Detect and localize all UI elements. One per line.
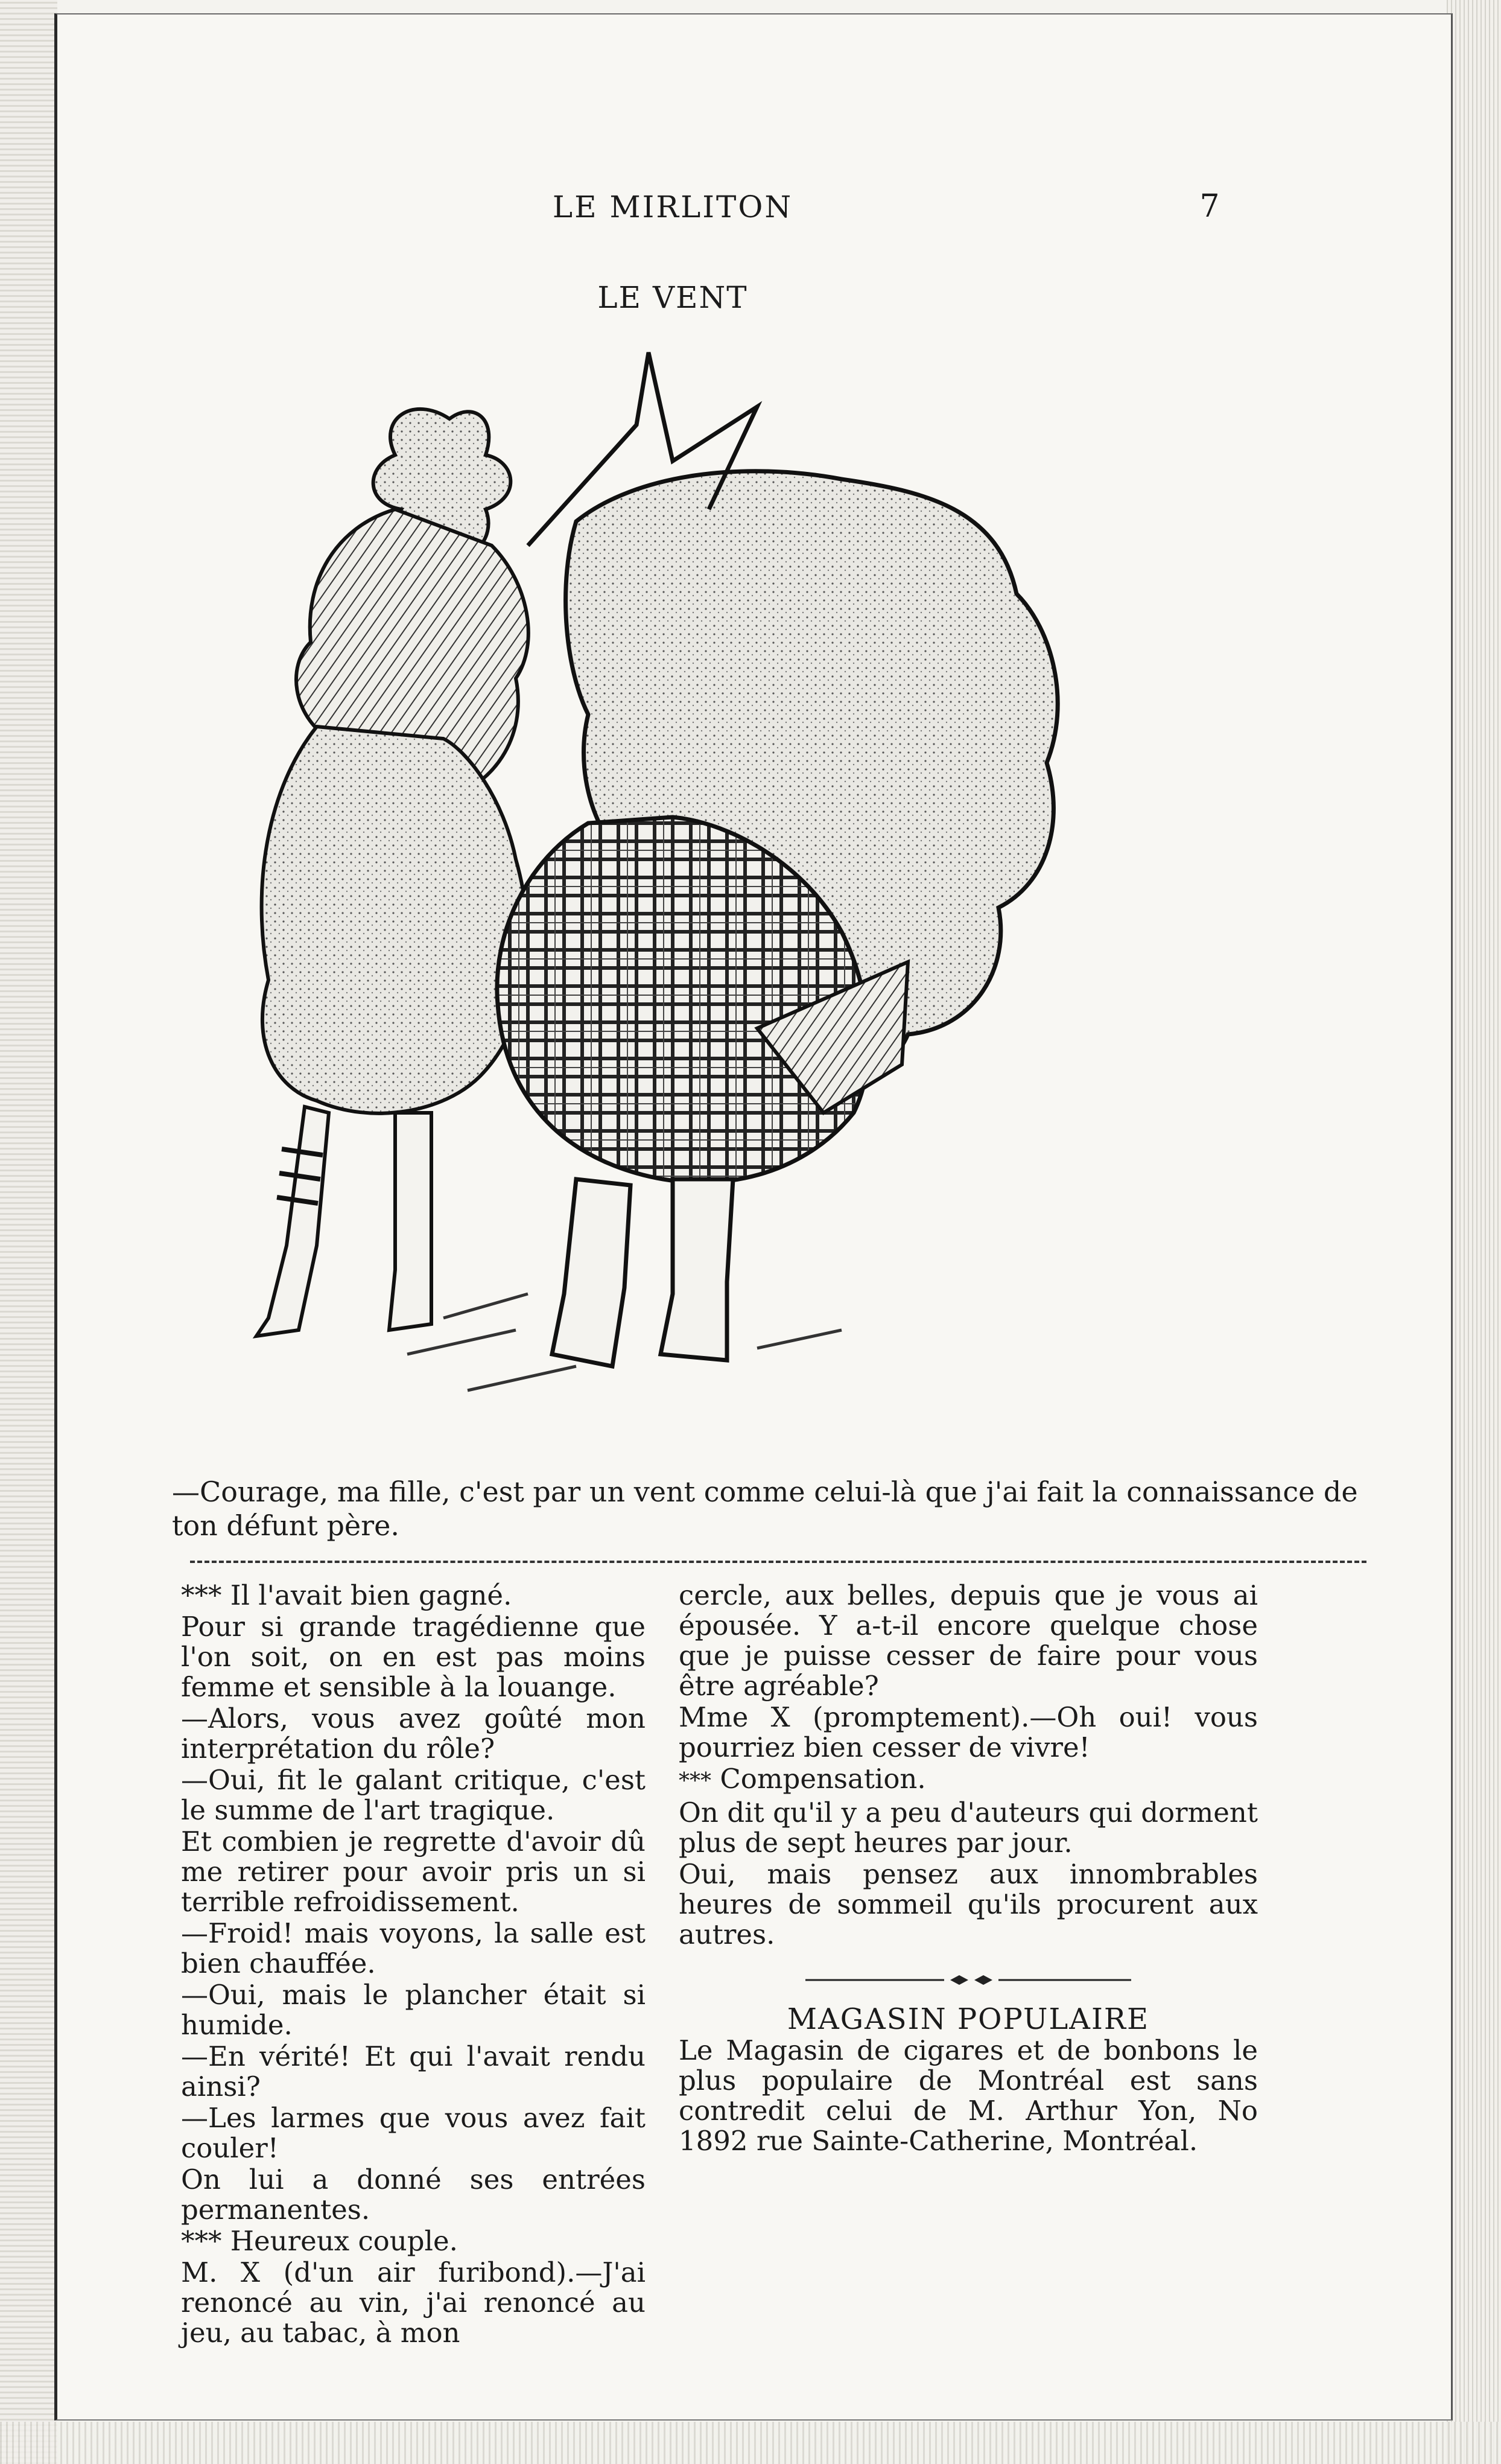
left-paragraph: —Oui, mais le plancher était si humide.	[181, 1979, 646, 2041]
illustration-caption: —Courage, ma fille, c'est par un vent comme celui-là que j'ai fait la connaissance de ton défunt père.	[172, 1476, 1358, 1542]
newspaper-page	[54, 13, 1453, 2421]
left-paragraph: *** Heureux couple.	[181, 2225, 458, 2257]
section-title: Compensation.	[720, 1763, 926, 1795]
scan-edge-bottom	[0, 2422, 1501, 2464]
right-paragraph: On dit qu'il y a peu d'auteurs qui dorment plus de sept heures par jour.	[679, 1797, 1258, 1859]
right-column	[679, 1581, 1258, 2157]
wind-lines	[407, 1294, 842, 1390]
left-paragraph: On lui a donné ses entrées permanentes.	[181, 2163, 646, 2226]
ad-text: Le Magasin de cigares et de bonbons le plus populaire de Montréal est sans contredit celui de M. Arthur Yon, No 1892 rue Sainte-Catherine, Montréal.	[679, 2034, 1258, 2157]
left-paragraph: —En vérité! Et qui l'avait rendu ainsi?	[181, 2040, 646, 2103]
left-column	[181, 1581, 646, 2349]
left-paragraph: Et combien je regrette d'avoir dû me retirer pour avoir pris un si terrible refroidissement.	[181, 1826, 646, 1918]
left-paragraph: —Les larmes que vous avez fait couler!	[181, 2102, 646, 2164]
right-paragraph: Oui, mais pensez aux innombrables heures de sommeil qu'ils procurent aux autres.	[679, 1858, 1258, 1950]
left-paragraph: —Alors, vous avez goûté mon interprétation du rôle?	[181, 1702, 646, 1765]
page-number: 7	[1199, 188, 1220, 224]
scan-edge-right	[1447, 0, 1501, 2464]
left-paragraph: M. X (d'un air furibond).—J'ai renoncé au vin, j'ai renoncé au jeu, au tabac, à mon	[181, 2256, 646, 2349]
illustration-title: LE VENT	[597, 280, 748, 315]
daughter-figure	[256, 409, 528, 1336]
left-paragraph: —Froid! mais voyons, la salle est bien chauffée.	[181, 1917, 646, 1979]
section-marker: ***	[679, 1769, 711, 1794]
left-paragraph: Pour si grande tragédienne que l'on soit, on en est pas moins femme et sensible à la louange.	[181, 1611, 646, 1703]
cartoon-illustration	[214, 328, 1155, 1463]
scan-edge-left	[0, 0, 57, 2464]
mother-figure	[497, 352, 1058, 1366]
section-title-line	[679, 1764, 1258, 1797]
ad-heading: MAGASIN POPULAIRE	[787, 2002, 1150, 2036]
header-title: LE MIRLITON	[552, 189, 793, 224]
caption-rule	[190, 1561, 1366, 1563]
ornament-divider	[805, 1974, 1131, 1986]
right-paragraph: cercle, aux belles, depuis que je vous ai épousée. Y a-t-il encore quelque chose que je puisse cesser de faire pour vous être agréable?	[679, 1579, 1258, 1702]
left-paragraph: *** Il l'avait bien gagné.	[181, 1579, 512, 1611]
left-paragraph: —Oui, fit le galant critique, c'est le summe de l'art tragique.	[181, 1764, 646, 1826]
right-paragraph: Mme X (promptement).—Oh oui! vous pourriez bien cesser de vivre!	[679, 1701, 1258, 1763]
